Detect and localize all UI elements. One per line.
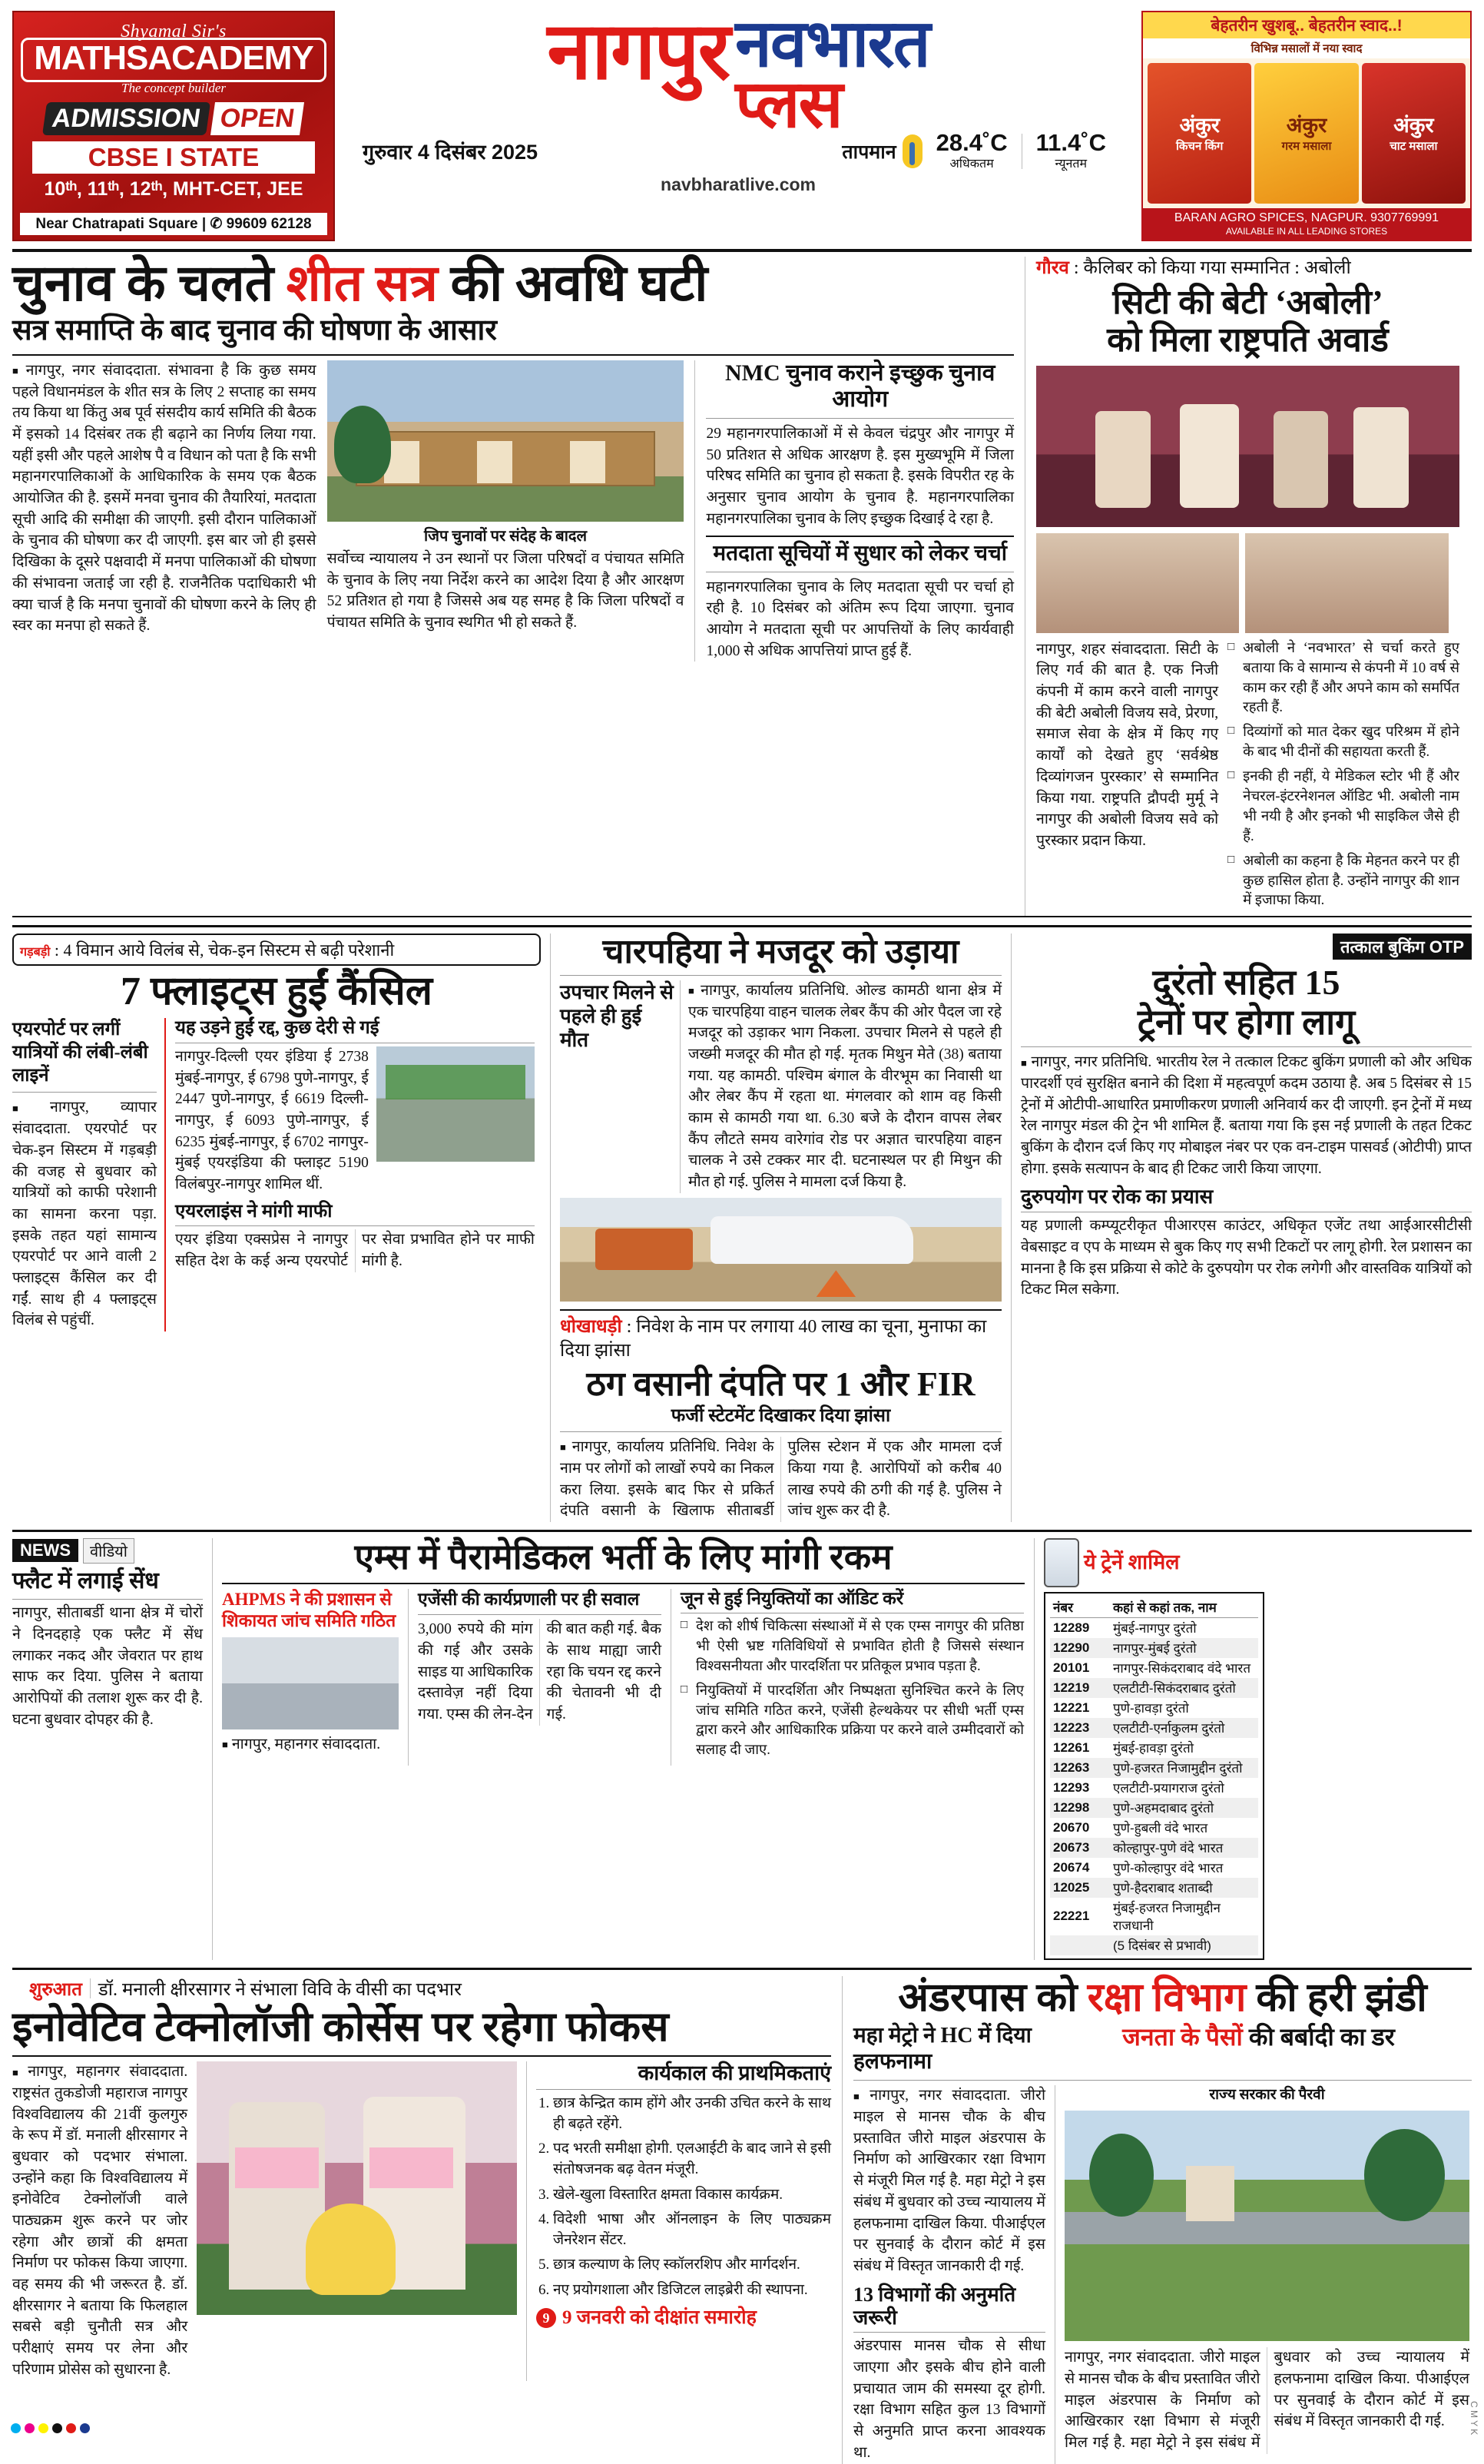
vc-event: 9 जनवरी को दीक्षांत समारोह — [561, 2306, 757, 2328]
trains-sub-head: दुरुपयोग पर रोक का प्रयास — [1021, 1186, 1214, 1209]
underpass-deck-highlight: जनता के पैसों — [1122, 2023, 1243, 2051]
fir-headline: ठग वसानी दंपति पर 1 और FIR — [586, 1365, 976, 1404]
table-row: 12298 पुणे-अहमदाबाद दुरंतो — [1050, 1798, 1258, 1818]
aiims-caption: ■ नागपुर, महानगर संवाददाता. — [222, 1734, 399, 1756]
ad-spices-packs — [1143, 58, 1470, 208]
underpass-sub-head: 13 विभागों की अनुमति जरूरी — [853, 2283, 1016, 2329]
vc-section — [12, 1976, 842, 2464]
lead-photo-body: सर्वोच्च न्यायालय ने उन स्थानों पर जिला परिषदों व पंचायत समिति के चुनाव के लिए नया निर्देश करने का आदेश दिया है और आरक्षण 52 प्रतिशत हो गया है जिससे अब यह समह है कि जिला परिषदों व पंचायत समिति के चुनाव स्थगित भी हो सकते हैं. — [326, 550, 684, 632]
trains-section — [1011, 934, 1472, 1522]
title-navbharat: नवभारत — [735, 7, 929, 81]
trains-sub-body: यह प्रणाली कम्प्यूटरीकृत पीआरएस काउंटर, अधिकृत एजेंट तथा आईआरसीटीसी वेबसाइट व एप के माध्यम से बुक किए गए सभी टिकटों पर लागू होगी. रेल प्रशासन का मानना है कि इस प्रक्रिया से कोटे के दुरुपयोग पर रोक लगेगी और वास्तविक यात्रियों को टिकट मिल सकेगा. — [1021, 1218, 1472, 1298]
paper-title — [547, 7, 929, 142]
trains-body: ■ नागपुर, नगर प्रतिनिधि. भारतीय रेल ने तत्काल टिकट बुकिंग प्रणाली को और अधिक पारदर्शी एवं सुरक्षित बनाने की दिशा में महत्वपूर्ण कदम उठाया है. अब 5 दिसंबर से 15 ट्रेनों में ओटीपी-आधारित प्रमाणीकरण प्रणाली अनिवार्य कर दी जाएगी. इन ट्रेनों में मध्य रेल नागपुर मंडल की ट्रेन भी शामिल हैं. बताया गया कि इस नई प्रणाली के तहत टिकट बुकिंग के दौरान दर्ज किए गए मोबाइल नंबर पर एक वन-टाइम पासवर्ड (ओटीपी) प्राप्त होगा. इसके सत्यापन के बाद ही टिकट जारी किया जाएगा. — [1021, 1052, 1472, 1179]
list-item: 4. विदेशी भाषा और ऑनलाइन के लिए पाठ्यक्रम जेनरेशन सेंटर. — [553, 2210, 831, 2250]
lead-headline-highlight: शीत सत्र — [286, 256, 438, 312]
temperature-min-value: 11.4˚C — [1035, 129, 1106, 157]
vc-kicker-tag: शुरुआत — [29, 1979, 82, 2000]
aiims-col2-head: एजेंसी की कार्यप्रणाली पर ही सवाल — [418, 1589, 640, 1609]
temperature-max-label: अधिकतम — [949, 158, 994, 171]
table-row: 12025 पुणे-हैदराबाद शताब्दी — [1050, 1878, 1258, 1898]
ad-board: CBSE I STATE — [32, 141, 315, 174]
fir-deck: फर्जी स्टेटमेंट दिखाकर दिया झांसा — [671, 1405, 891, 1426]
aiims-headline: एम्स में पैरामेडिकल भर्ती के लिए मांगी रकम — [354, 1537, 893, 1577]
vc-priorities-title: कार्यकाल की प्राथमिकताएं — [638, 2061, 831, 2085]
underpass-deck-rest: की बर्बादी का डर — [1242, 2023, 1395, 2051]
ad-address: Near Chatrapati Square | ✆ 99609 62128 — [20, 213, 327, 235]
aiims-bullet: □ नियुक्तियों में पारदर्शिता और निष्पक्षता सुनिश्चित करने के लिए जांच समिति गठित करने, एजेंसी हेल्थकेयर पर सीधी भर्ती एम्स द्वारा करने और आधिकारिक प्रक्रिया पर करने वाले उम्मीदवारों को सलाह दी जाए. — [681, 1682, 1024, 1762]
list-item: 3. खेले-खुला विस्तारित क्षमता विकास कार्यक्रम. — [553, 2185, 831, 2206]
lead-photo-caption: जिप चुनावों पर संदेह के बादल — [423, 527, 588, 545]
accident-body: ■ नागपुर, कार्यालय प्रतिनिधि. ओल्ड कामठी थाना क्षेत्र में एक चारपहिया वाहन चालक लेबर कैंप की ओर पैदल जा रहे मजदूर को उड़ाकर भाग निकला. उपचार मिलने से पहले ही जख्मी मजदूर की मौत हो गई. मृतक मिथुन मेते (38) बताया गया. यह कामठी. पश्चिम बंगाल के वीरभूम का निवासी था और लेबर कैंप में रहता था. मंगलवार को शाम वह किसी काम से कामठी गया था. 6.30 बजे के दौरान वापस लेबर कैंप लौटते समय वारेगांव रोड पर अज्ञात चारपहिया वाहन चालक ने उसे टक्कर मार दी. घटनास्थल पर ही मिथुन की मौत हो गई. पुलिस ने मामला दर्ज किया है. — [688, 980, 1002, 1193]
underpass-headline-highlight: रक्षा विभाग — [1087, 1975, 1247, 2020]
gaurav-kicker — [1036, 257, 1459, 280]
lead-headline-part1: चुनाव के चलते — [12, 256, 287, 312]
masthead — [12, 7, 1472, 241]
list-item: 6. नए प्रयोगशाला और डिजिटल लाइब्रेरी की स्थापना. — [553, 2280, 831, 2301]
nmc-headline: NMC चुनाव कराने इच्छुक चुनाव आयोग — [724, 360, 995, 413]
masthead-meta — [343, 131, 1134, 171]
gaurav-bullet: □ इनकी ही नहीं, ये मेडिकल स्टोर भी हैं और नेचरल-इंटरनेशनल ऑडिट भी. अबोली नाम भी नयी है और इनको भी साइकिल जैसे ही हैं. — [1227, 768, 1459, 847]
gaurav-photo-aboli-1 — [1036, 533, 1239, 633]
flights-photo-airport — [376, 1046, 535, 1162]
lead-headline-part2: की अवधि घटी — [437, 256, 708, 312]
gaurav-photo-aboli-2 — [1245, 533, 1448, 633]
underpass-extra-body: नागपुर, नगर संवाददाता. जीरो माइल से मानस चौक के बीच प्रस्तावित जीरो माइल अंडरपास के निर्माण को आखिरकार रक्षा विभाग से मंजूरी मिल गई है. महा मेट्रो ने इस संबंध में बुधवार को उच्च न्यायालय में हलफनामा दाखिल किया. पीआईएल पर सुनवाई के दौरान कोर्ट में इस संबंध में विस्तृत जानकारी दी गई. — [1065, 2350, 1469, 2452]
trains-tag: तत्काल बुकिंग OTP — [1333, 934, 1472, 960]
ad-pack-1-variant: किचन किंग — [1176, 139, 1224, 153]
video-tag[interactable]: वीडियो — [83, 1538, 134, 1564]
vc-body: ■ नागपुर, महानगर संवाददाता. राष्ट्रसंत तुकडोजी महाराज नागपुर विश्वविद्यालय की 21वीं कुलगुरु के रूप में डॉ. मनाली क्षीरसागर ने बुधवार को पदभार संभाला. उन्होंने कहा कि विश्वविद्यालय में इनोवेटिव टेक्नोलॉजी वाले पाठ्यक्रम शुरू करने पर जोर रहेगा और छात्रों की क्षमता निर्माण पर फोकस किया जाएगा. वह समय की भी जरूरत है. डॉ. क्षीरसागर ने बताया कि फिलहाल सबसे बड़ी चुनौती सत्र और परीक्षाएं समय पर लेना और परिणाम प्रोसेस को सुधारना है. — [12, 2061, 187, 2380]
lead-subhead: सत्र समाप्ति के बाद चुनाव की घोषणा के आसार — [12, 314, 497, 347]
underpass-body: ■ नागपुर, नगर संवाददाता. जीरो माइल से मानस चौक के बीच प्रस्तावित जीरो माइल अंडरपास के निर्माण को आखिरकार रक्षा विभाग से मंजूरी मिल गई है. महा मेट्रो ने इस संबंध में बुधवार को उच्च न्यायालय में हलफनामा दाखिल किया. पीआईएल पर सुनवाई के दौरान कोर्ट में इस संबंध में विस्तृत जानकारी दी गई. — [853, 2085, 1045, 2277]
flights-kicker-box — [12, 934, 541, 966]
fir-kicker-tag: धोखाधड़ी — [560, 1316, 622, 1337]
temperature-label: तापमान — [842, 141, 896, 163]
accident-section — [550, 934, 1011, 1522]
ad-pack-3-brand: अंकुर — [1393, 113, 1434, 137]
gaurav-kicker-text: : कैलिबर को किया गया सम्मानित : अबोली — [1068, 258, 1351, 278]
temperature-min-label: न्यूनतम — [1055, 158, 1088, 171]
title-nagpur: नागपुर — [547, 7, 730, 96]
trains-headline-line2: ट्रेनों पर होगा लागू — [1137, 1002, 1356, 1042]
ad-spices-avail: AVAILABLE IN ALL LEADING STORES — [1225, 226, 1388, 237]
registration-color-dots — [11, 2423, 90, 2433]
ad-spices-top: बेहतरीन खुशबू.. बेहतरीन स्वाद..! — [1143, 12, 1470, 38]
table-row: 12261 मुंबई-हावड़ा दुरंतो — [1053, 1739, 1194, 1756]
ad-mathsacademy[interactable] — [12, 11, 335, 241]
gaurav-body: नागपुर, शहर संवाददाता. सिटी के लिए गर्व की बात है. एक निजी कंपनी में काम करने वाली नागपुर की बेटी अबोली विजय सवे, प्रेरणा, समाज सेवा के क्षेत्र में किए गए कार्यों को देखते हुए ‘सर्वश्रेष्ठ दिव्यांगजन पुरस्कार’ से सम्मानित किया गया. राष्ट्रपति द्रौपदी मुर्मू ने नागपुर की अबोली विजय सवे को पुरस्कार प्रदान किया. — [1036, 641, 1219, 849]
ad-pack-2-variant: गरम मसाला — [1281, 139, 1332, 153]
table-row: 12263 पुणे-हजरत निजामुद्दीन दुरंतो — [1050, 1758, 1258, 1778]
fir-kicker — [560, 1315, 1002, 1363]
train-col-number: नंबर — [1050, 1597, 1110, 1618]
underpass-headline-part1: अंडरपास को — [898, 1975, 1088, 2020]
gaurav-headline — [1036, 284, 1459, 360]
flights-sub1-head: यह उड़ने हुईं रद्द, कुछ देरी से गई — [175, 1018, 379, 1039]
vc-priorities-list — [553, 2094, 831, 2300]
table-row: 20101 नागपुर-सिकंदराबाद वंदे भारत — [1053, 1660, 1251, 1676]
flights-headline: 7 फ्लाइट्स हुईं कैंसिल — [120, 970, 433, 1014]
nmc-sub-body: महानगरपालिका चुनाव के लिए मतदाता सूची पर चर्चा हो रही है. 10 दिसंबर को अंतिम रूप दिया जाएगा. चुनाव आयोग ने मतदाता सूची पर आपत्तियों के लिए कार्यवाही 1,000 से अधिक आपत्तियां प्राप्त हुई हैं. — [706, 579, 1014, 659]
temperature-widget — [842, 131, 1114, 171]
aiims-section — [212, 1538, 1034, 1960]
flights-sub2-head: एयरलाइंस ने मांगी माफी — [175, 1201, 333, 1222]
news-flag-section — [12, 1538, 212, 1960]
gaurav-headline-line2: को मिला राष्ट्रपति अवार्ड — [1107, 321, 1389, 360]
aiims-col1-head: AHPMS ने की प्रशासन से शिकायत जांच समिति गठित — [222, 1589, 396, 1631]
flights-sub2-body: एयर इंडिया एक्सप्रेस ने नागपुर सहित देश के कई अन्य एयरपोर्ट पर सेवा प्रभावित होने पर माफी मांगी है. — [175, 1232, 535, 1270]
temperature-max — [929, 131, 1015, 171]
underpass-sub-caption: राज्य सरकार की पैरवी — [1209, 2087, 1325, 2104]
underpass-headline-part2: की हरी झंडी — [1246, 1975, 1427, 2020]
nmc-sub-headline: मतदाता सूचियों में सुधार को लेकर चर्चा — [713, 542, 1008, 566]
trains-headline — [1021, 963, 1472, 1042]
gaurav-photo-ceremony — [1036, 366, 1459, 527]
accident-deck: उपचार मिलने से पहले ही हुई मौत — [560, 980, 674, 1052]
flights-kicker-tag: गड़बड़ी — [20, 946, 51, 960]
table-row: 12293 एलटीटी-प्रयागराज दुरंतो — [1053, 1779, 1224, 1796]
ad-ankur-spices[interactable] — [1141, 11, 1472, 241]
ad-pack-3 — [1362, 63, 1466, 204]
calendar-icon: 9 — [536, 2308, 556, 2328]
underpass-photo-site — [1065, 2111, 1469, 2341]
mid-band — [12, 925, 1472, 1522]
aiims-bullets — [681, 1617, 1024, 1761]
aiims-col2-body: 3,000 रुपये की मांग की गई और उसके साइड या आधिकारिक दस्तावेज़ नहीं दिया गया. एम्स की लेन-देन की बात कही गई. बैक के साथ माह्या जारी रहा कि चयन रद्द करने की चेतावनी भी दी गई. — [418, 1621, 661, 1723]
table-row — [1050, 1935, 1258, 1955]
train-table-footnote: (5 दिसंबर से प्रभावी) — [1113, 1938, 1211, 1954]
gaurav-section — [1025, 257, 1459, 916]
lead-headline — [12, 257, 1014, 311]
table-row: 12289 मुंबई-नागपुर दुरंतो — [1053, 1620, 1197, 1637]
nmc-body: 29 महानगरपालिकाओं में से केवल चंद्रपुर और नागपुर में 50 प्रतिशत से अधिक आरक्षण है. इस मुख्यभूमि में जिला परिषद समिति का चुनाव हो सकता है. इसके विपरीत रह के अनुसार चुनाव आयोग के चुनाव है. महानगरपालिका महानगरपालिका चुनाव के लिए इच्छुक दिखाई दे रहा है. — [706, 425, 1014, 527]
ad-open: OPEN — [210, 102, 304, 135]
gaurav-bullet: □ अबोली ने ‘नवभारत’ से चर्चा करते हुए बताया कि वे सामान्य से कंपनी में 10 वर्ष से काम कर रही हैं और अपने काम को समर्पित रहती हैं. — [1227, 639, 1459, 719]
train-table-box — [1044, 1592, 1264, 1960]
vc-kicker — [12, 1976, 831, 2001]
lead-body: ■ नागपुर, नगर संवाददाता. संभावना है कि कुछ समय पहले विधानमंडल के शीत सत्र के लिए 2 सप्ताह का समय तय किया था किंतु अब पूर्व संसदीय कार्य समिति की बैठक में इसको 14 दिसंबर तक ही बढ़ाने का निर्णय लिया गया. यहीं इसी और पहले आशेष पै व विधान को पता है कि सभी महानगरपालिकाओं के आधिकारिक के समय एक बैठक आयोजित की है. इसमें मनवा चुनाव की तैयारियां, मतदाता सूची आदि की समीक्षा की जाएगी. इसी दौरान पालिकाओं के चुनाव की घोषणा कर दी जाएगी. इस बार जो ही इससे दिखिका के दूसरे पक्षवादी में मनपा पालिकाओं की घोषणा की संभावना जताई जा रही है. राजनैतिक पदाधिकारी भी क्या चार्ज है कि मनपा चुनावों की घोषणा करने के लिए ही स्वर का मनपा हो सकते हैं. — [12, 360, 316, 637]
ad-spices-company: BARAN AGRO SPICES, NAGPUR. 9307769991 — [1174, 211, 1439, 224]
list-item: 5. छात्र कल्याण के लिए स्कॉलरशिप और मार्गदर्शन. — [553, 2255, 831, 2276]
underpass-sub-body: अंडरपास मानस चौक से सीधा जाएगा और इसके बीच होने वाली प्रचायात जाम की समस्या दूर होगी. रक्षा विभाग सहित कुल 13 विभागों से अनुमति प्राप्त करना आवश्यक था. — [853, 2338, 1045, 2461]
ad-classes: 10ᵗʰ, 11ᵗʰ, 12ᵗʰ, MHT-CET, JEE — [44, 178, 303, 200]
lead-main — [12, 257, 1025, 916]
flights-kicker-text: : 4 विमान आये विलंब से, चेक-इन सिस्टम से बढ़ी परेशानी — [50, 940, 395, 960]
ad-owner: Shyamal Sir's — [121, 22, 227, 41]
train-table-title: ये ट्रेनें शामिल — [1084, 1550, 1180, 1574]
ad-pack-2-brand: अंकुर — [1286, 113, 1327, 137]
accident-photo-collision — [560, 1198, 1002, 1302]
train-table-section — [1034, 1538, 1264, 1960]
fir-kicker-text: : निवेश के नाम पर लगाया 40 लाख का चूना, मुनाफा का दिया झांसा — [560, 1316, 987, 1361]
table-row: 22221 मुंबई-हजरत निजामुद्दीन राजधानी — [1053, 1901, 1221, 1934]
list-item: 1. छात्र केन्द्रित काम होंगे और उनकी उचित करने के साथ ही बढ़ते रहेंगे. — [553, 2094, 831, 2134]
table-row: 12290 नागपुर-मुंबई दुरंतो — [1050, 1638, 1258, 1658]
table-row: 12223 एलटीटी-एर्नाकुलम दुरंतो — [1050, 1718, 1258, 1738]
table-row: 20670 पुणे-हुबली वंदे भारत — [1053, 1819, 1208, 1836]
gaurav-headline-line1: सिटी की बेटी ‘अबोली’ — [1112, 284, 1383, 322]
flights-section — [12, 934, 550, 1522]
temperature-min — [1029, 131, 1114, 171]
fir-body: ■ नागपुर, कार्यालय प्रतिनिधि. निवेश के नाम पर लोगों को लाखों रुपये का निकल करा लिया. इसके बाद फिर से प्रकिर्त दंपति वसानी के खिलाफ सीताबर्डी पुलिस स्टेशन में एक और मामला दर्ज किया गया है. आरोपियों को करीब 40 लाख रुपये की ठगी की गई है. पुलिस ने जांच शुरू कर दी है. — [560, 1437, 1002, 1522]
table-row: 12219 एलटीटी-सिकंदराबाद दुरंतो — [1050, 1678, 1258, 1698]
ad-pack-2 — [1254, 63, 1358, 204]
aiims-col3-head: जून से हुई नियुक्तियों का ऑडिट करें — [681, 1588, 904, 1608]
underpass-headline — [853, 1976, 1472, 2020]
mobile-phone-icon — [1044, 1538, 1079, 1587]
dateline: गुरुवार 4 दिसंबर 2025 — [363, 141, 538, 164]
lead-section — [12, 249, 1472, 917]
title-plus: प्लस — [735, 68, 842, 142]
table-row: 20674 पुणे-कोल्हापुर वंदे भारत — [1053, 1859, 1224, 1876]
news-tag[interactable]: NEWS — [12, 1539, 78, 1562]
ad-spices-sub: विभिन्न मसालों में नया स्वाद — [1143, 38, 1470, 58]
ad-admission: ADMISSION — [42, 102, 210, 135]
aiims-bullet: □ देश को शीर्ष चिकित्सा संस्थाओं में से एक एम्स नागपुर की प्रतिष्ठा भी ऐसी भ्रष्ट गतिविधियों से प्रभावित होती है जिससे संस्थान विश्वसनीयता और पारदर्शिता पर प्रतिकूल प्रभाव पड़ता है. — [681, 1617, 1024, 1677]
flights-sub1-body: नागपुर-दिल्ली एयर इंडिया ई 2738 मुंबई-नागपुर, ई 6798 पुणे-नागपुर, ई 2447 पुणे-नागपुर, ई 6619 दिल्ली-नागपुर, ई 6093 पुणे-नागपुर, ई 6235 मुंबई-नागपुर, ई 6702 नागपुर-मुंबई एयरइंडिया की फ्लाइट 5190 विलंबपुर-नागपुर शामिल थीं. — [175, 1049, 369, 1193]
vc-kicker-text: डॉ. मनाली क्षीरसागर ने संभाला विवि के वीसी का पदभार — [98, 1979, 462, 2000]
cmyk-mark: C M Y K — [1469, 2400, 1479, 2435]
ad-admission-row — [42, 102, 304, 135]
news-flag-body: नागपुर, सीताबर्डी थाना क्षेत्र में चोरों ने दिनदहाड़े एक फ्लैट में सेंध लगाकर नकद और जेवरात पर हाथ साफ कर दिया. पुलिस ने बताया आरोपियों की तलाश शुरू कर दी है. घटना बुधवार दोपहर की है. — [12, 1605, 203, 1728]
temperature-max-value: 28.4˚C — [936, 129, 1008, 157]
title-navbharat-plus — [735, 7, 929, 142]
flights-deck: एयरपोर्ट पर लगीं यात्रियों की लंबी-लंबी लाइनें — [12, 1020, 148, 1086]
ad-tagline: The concept builder — [121, 81, 226, 95]
table-row: 20673 कोल्हापुर-पुणे वंदे भारत — [1050, 1838, 1258, 1858]
flights-body: ■ नागपुर, व्यापार संवाददाता. एयरपोर्ट पर चेक-इन सिस्टम में गड़बड़ी की वजह से बुधवार को यात्रियों को काफी परेशानी का सामना करना पड़ा. इसके तहत यहां सामान्य एयरपोर्ट पर आने वाली 2 फ्लाइट्स कैंसिल कर दी गईं. साथ ही 4 फ्लाइट्स विलंब से पहुंचीं. — [12, 1097, 157, 1331]
bottom-band — [12, 1968, 1472, 2464]
ad-pack-3-variant: चाट मसाला — [1390, 139, 1438, 153]
lead-photo-zilla-parishad — [327, 360, 684, 522]
ad-pack-1 — [1148, 63, 1251, 204]
table-row: 12221 पुणे-हावड़ा दुरंतो — [1053, 1700, 1189, 1716]
thermometer-icon — [903, 134, 923, 168]
train-col-name: कहां से कहां तक, नाम — [1110, 1597, 1258, 1618]
vc-photo-felicitation — [197, 2061, 517, 2315]
lower-band — [12, 1530, 1472, 1960]
masthead-center — [343, 7, 1134, 241]
ad-pack-1-brand: अंकुर — [1179, 113, 1220, 137]
website-url[interactable]: navbharatlive.com — [661, 174, 816, 195]
list-item: 2. पद भरती समीक्षा होगी. एलआईटी के बाद जाने से इसी संतोषजनक बढ़ वेतन मंजूरी. — [553, 2139, 831, 2180]
train-table-body — [1050, 1617, 1258, 1955]
vc-headline: इनोवेटिव टेक्नोलॉजी कोर्सेस पर रहेगा फोकस — [12, 2003, 669, 2050]
train-table — [1050, 1597, 1258, 1955]
ad-spices-footer — [1143, 208, 1470, 240]
gaurav-kicker-tag: गौरव — [1036, 258, 1069, 278]
trains-headline-line1: दुरंतो सहित 15 — [1152, 963, 1340, 1003]
accident-headline: चारपहिया ने मजदूर को उड़ाया — [602, 933, 959, 971]
news-flag-headline: फ्लैट में लगाई सेंध — [12, 1567, 159, 1593]
ad-name-box — [21, 38, 326, 82]
underpass-section — [842, 1976, 1472, 2464]
underpass-deck-left: महा मेट्रो ने HC में दिया हलफनामा — [853, 2024, 1032, 2074]
gaurav-bullet: □ दिव्यांगों को मात देकर खुद परिश्रम में होने के बाद भी दीनों की सहायता करती हैं. — [1227, 723, 1459, 763]
ad-name: MATHSACADEMY — [34, 39, 313, 77]
gaurav-bullet: □ अबोली का कहना है कि मेहनत करने पर ही कुछ हासिल होता है. उन्होंने नागपुर की शान में इजाफा किया. — [1227, 852, 1459, 912]
aiims-photo-building — [222, 1637, 399, 1729]
gaurav-bullets — [1227, 639, 1459, 912]
